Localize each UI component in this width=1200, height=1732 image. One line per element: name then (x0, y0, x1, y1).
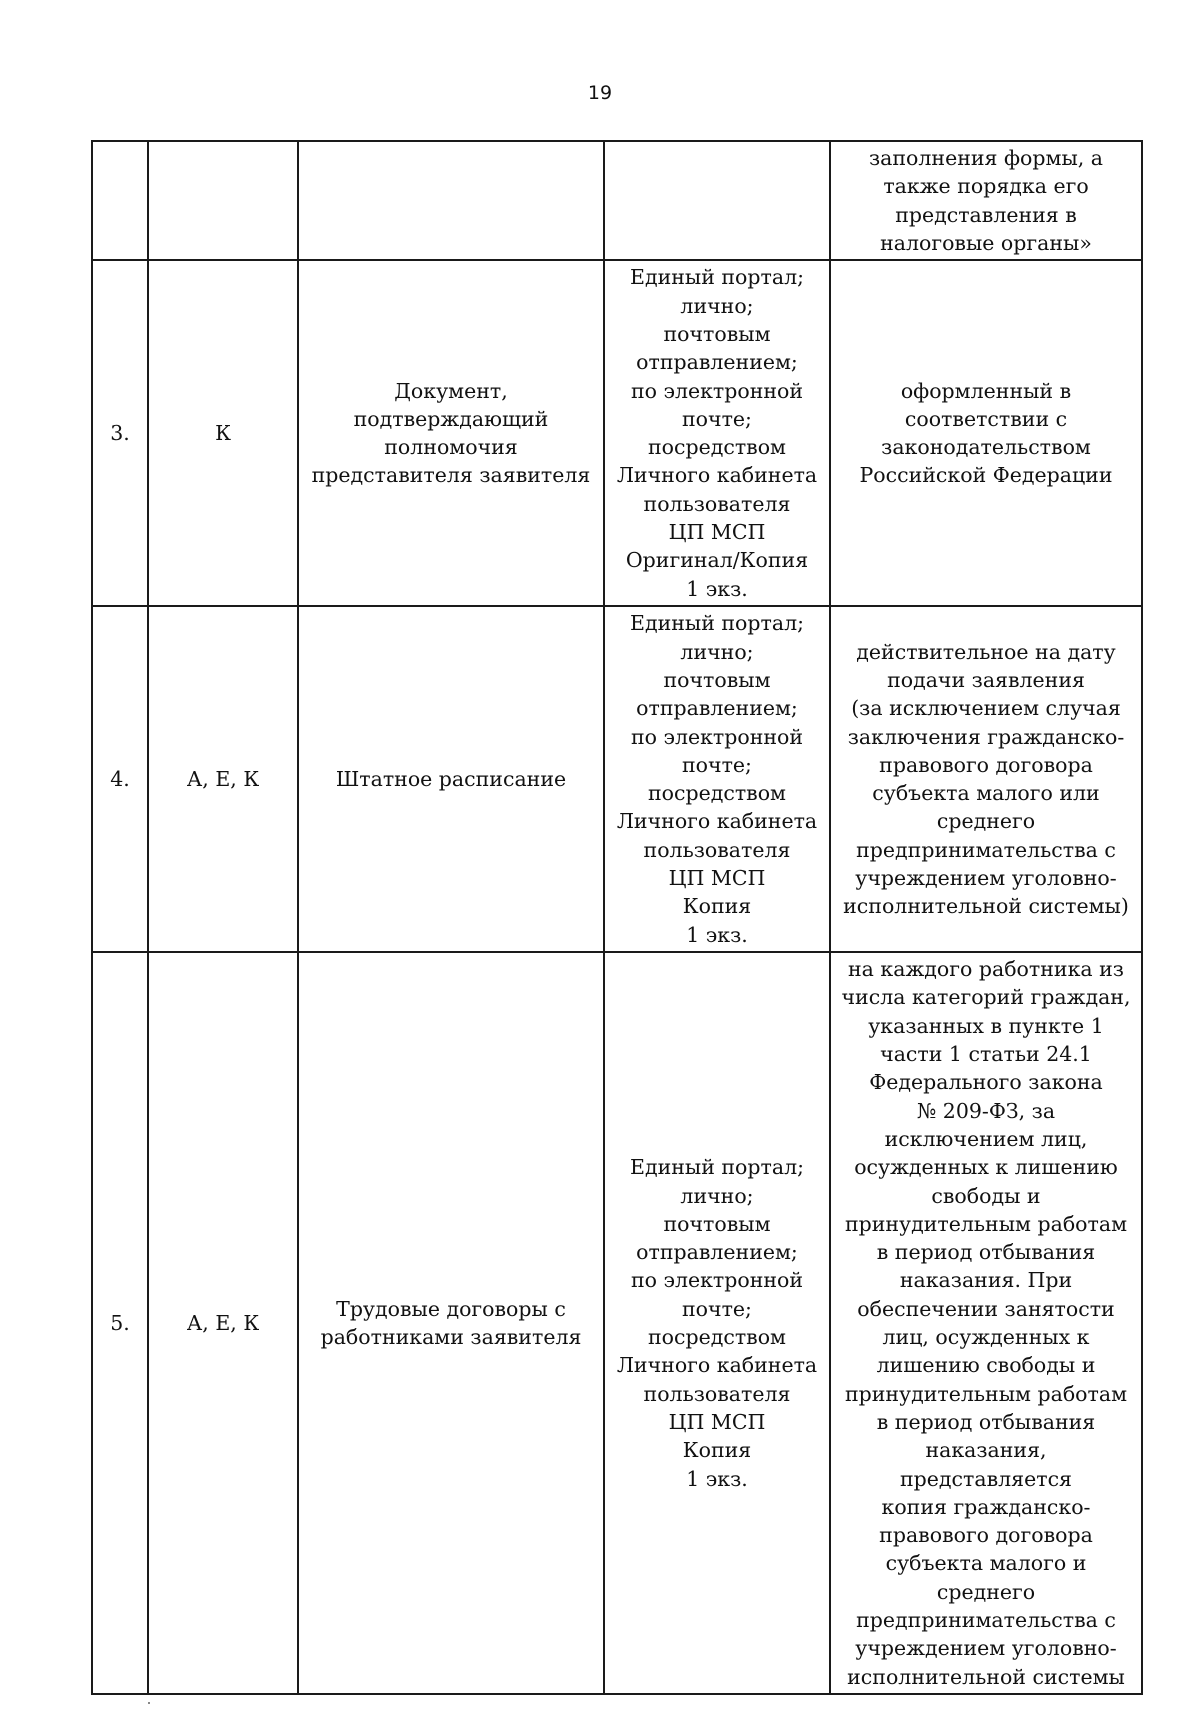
cell-num: 4. (92, 606, 148, 952)
cell-category: К (148, 260, 298, 606)
table-row (92, 260, 1142, 606)
cell-category: А, Е, К (148, 606, 298, 952)
cell-num (92, 141, 148, 260)
cell-requirements: действительное на дату подачи заявления (за исключением случая заключения гражданско- правового договора субъекта малого или среднего предпринимательства с учреждением уголовно- исполнительной системы) (830, 606, 1142, 952)
cell-requirements: на каждого работника из числа категорий граждан, указанных в пункте 1 части 1 статьи 24.1 Федерального закона № 209-ФЗ, за исключением лиц, осужденных к лишению свободы и принудительным работам в период отбывания наказания. При обеспечении занятости лиц, осужденных к лишению свободы и принудительным работам в период отбывания наказания, представляется копия гражданско- правового договора субъекта малого и среднего предпринимательства с учреждением уголовно- исполнительной системы (830, 952, 1142, 1694)
cell-requirements: заполнения формы, а также порядка его представления в налоговые органы» (830, 141, 1142, 260)
cell-method: Единый портал; лично; почтовым отправлением; по электронной почте; посредством Личного кабинета пользователя ЦП МСП Копия 1 экз. (604, 606, 830, 952)
cell-document (298, 141, 604, 260)
cell-document: Трудовые договоры с работниками заявителя (298, 952, 604, 1694)
page-number: 19 (587, 82, 613, 104)
documents-table (91, 140, 1143, 1695)
cell-document: Штатное расписание (298, 606, 604, 952)
cell-category (148, 141, 298, 260)
cell-requirements: оформленный в соответствии с законодательством Российской Федерации (830, 260, 1142, 606)
cell-document: Документ, подтверждающий полномочия представителя заявителя (298, 260, 604, 606)
scan-artifact (148, 1702, 150, 1704)
cell-category: А, Е, К (148, 952, 298, 1694)
cell-method: Единый портал; лично; почтовым отправлением; по электронной почте; посредством Личного кабинета пользователя ЦП МСП Копия 1 экз. (604, 952, 830, 1694)
table-row (92, 606, 1142, 952)
cell-method: Единый портал; лично; почтовым отправлением; по электронной почте; посредством Личного кабинета пользователя ЦП МСП Оригинал/Копия 1 экз. (604, 260, 830, 606)
table-row-continuation (92, 141, 1142, 260)
cell-num: 5. (92, 952, 148, 1694)
cell-num: 3. (92, 260, 148, 606)
cell-method (604, 141, 830, 260)
table-row (92, 952, 1142, 1694)
